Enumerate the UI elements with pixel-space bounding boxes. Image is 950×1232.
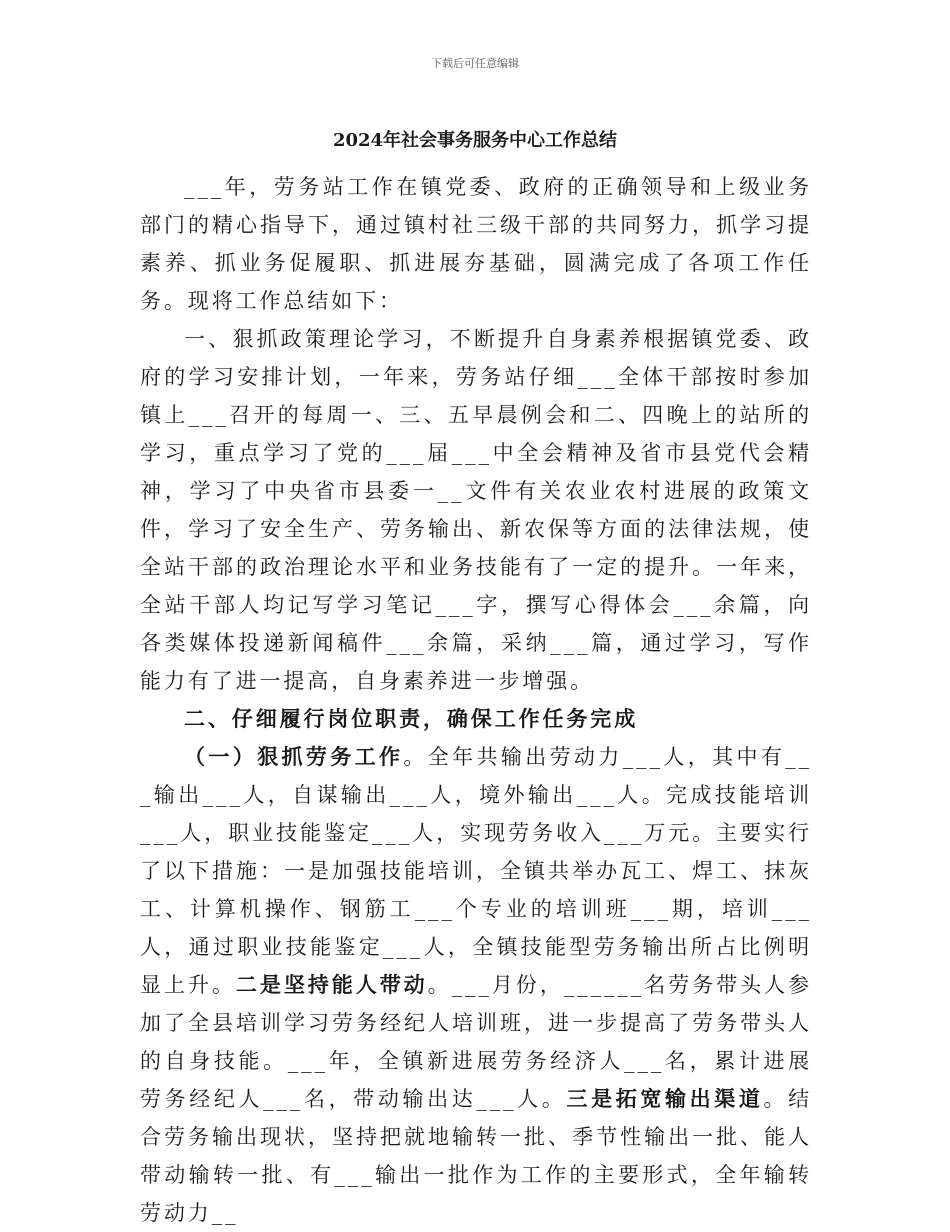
section-1-paragraph: 一、狠抓政策理论学习，不断提升自身素养根据镇党委、政府的学习安排计划，一年来，劳务站仔细___全体干部按时参加镇上___召开的每周一、三、五早晨例会和二、四晚上的站所的学习，重点学习了党的___届___中全会精神及省市县党代会精神，学习了中央省市县委一__文件有关农业农村进展的政策文件，学习了安全生产、劳务输出、新农保等方面的法律法规，使全站干部的政治理论水平和业务技能有了一定的提升。一年来，全站干部人均记写学习笔记___字，撰写心得体会___余篇，向各类媒体投递新闻稿件___余篇，采纳___篇，通过学习，写作能力有了进一提高，自身素养进一步增强。: [140, 327, 812, 693]
labor-work-text-3: 。结合劳务输出现状，坚持把就地输转一批、季节性输出一批、能人带动输转一批、有___输出一批作为工作的主要形式，全年输转劳动力__: [140, 1087, 813, 1225]
page-header: 下载后可任意编辑: [431, 57, 519, 70]
labor-work-text-1: 。全年共输出劳动力___人，其中有___输出___人，自谋输出___人，境外输出___人。完成技能培训___人，职业技能鉴定___人，实现劳务收入___万元。主要实行了以下措施：一是加强技能培训，全镇共举办瓦工、焊工、抹灰工、计算机操作、钢筋工___个专业的培训班___期，培训___人，通过职业技能鉴定___人，全镇技能型劳务输出所占比例明显上升。: [140, 745, 812, 997]
capable-people-lead: 二是坚持能人带动: [235, 972, 428, 997]
document-title: 2024年社会事务服务中心工作总结: [332, 130, 618, 151]
intro-paragraph: ___年，劳务站工作在镇党委、政府的正确领导和上级业务部门的精心指导下，通过镇村社三级干部的共同努力，抓学习提素养、抓业务促履职、抓进展夯基础，圆满完成了各项工作任务。现将工作总结如下：: [140, 175, 812, 313]
section-2-heading: 二、仔细履行岗位职责，确保工作任务完成: [184, 706, 639, 731]
labor-work-lead: （一）狠抓劳务工作: [184, 744, 404, 769]
labor-work-text-2: 。___月份，______名劳务带头人参加了全县培训学习劳务经纪人培训班，进一步提高了劳务带头人的自身技能。___年，全镇新进展劳务经济人___名，累计进展劳务经纪人___名，带动输出达___人。: [140, 973, 812, 1111]
expand-channels-lead: 三是拓宽输出渠道: [566, 1086, 764, 1111]
document-body: [140, 168, 812, 1232]
labor-work-paragraph: [140, 738, 812, 1232]
